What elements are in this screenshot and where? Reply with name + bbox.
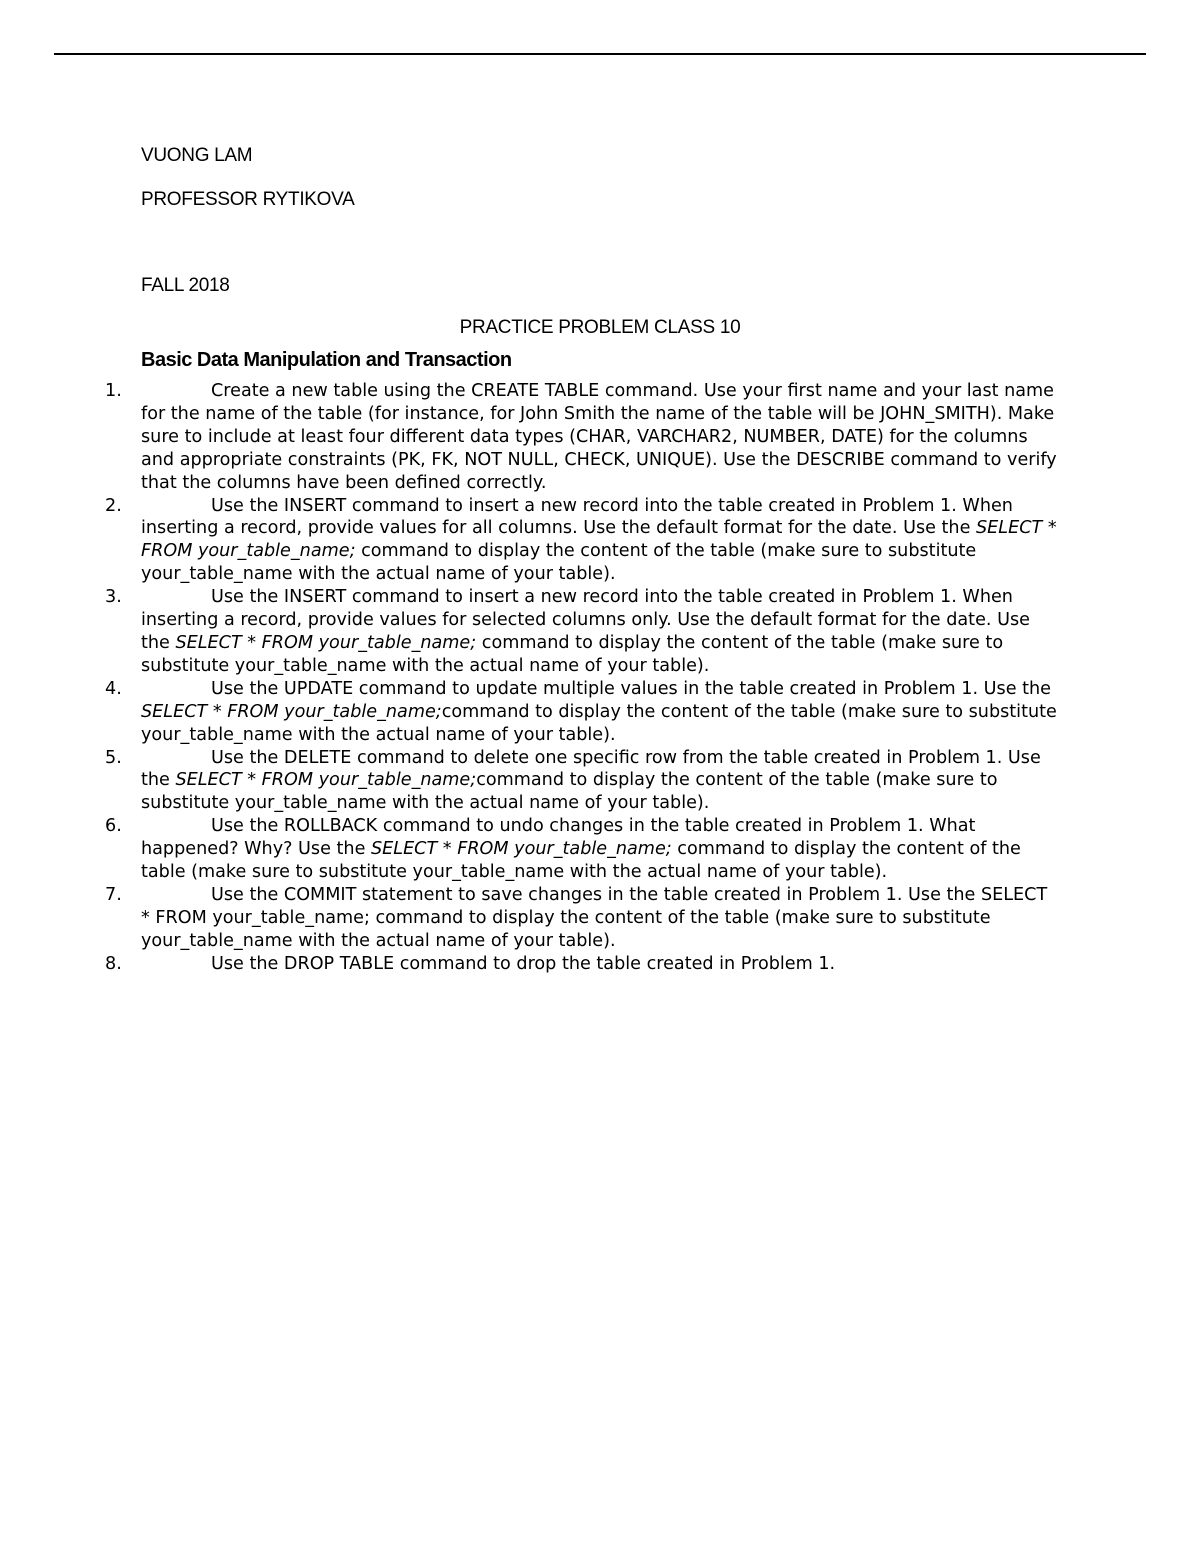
author-name: VUONG LAM: [141, 145, 253, 166]
professor-name: PROFESSOR RYTIKOVA: [141, 189, 355, 210]
problem-text: Use the COMMIT statement to save changes in the table created in Problem 1. Use the SELECT * FROM your_table_name; command to display the content of the table (make sure to substitute your_table_name with the actual name of your table).: [141, 884, 1048, 951]
problem-number: 5.: [105, 747, 122, 768]
problem-number: 1.: [105, 381, 122, 401]
problem-text: Use the ROLLBACK command to undo changes in the table created in Problem 1. What happened? Why? Use the SELECT * FROM your_table_name; command to display the content of the table (make sure to substitute your_table_name with the actual name of your table).: [141, 816, 1021, 883]
problem-item: [0, 884, 1061, 953]
document-title: PRACTICE PROBLEM CLASS 10: [459, 317, 741, 338]
problem-number: 8.: [105, 953, 122, 974]
problem-text: Use the DELETE command to delete one specific row from the table created in Problem 1. Use the SELECT * FROM your_table_name;command to display the content of the table (make sure to substitute your_table_name with the actual name of your table).: [141, 747, 1041, 814]
problem-number: 7.: [105, 884, 122, 905]
problem-item: [0, 678, 1061, 747]
problem-item: [0, 815, 1061, 884]
page-top-rule: [54, 53, 1146, 55]
term: FALL 2018: [141, 275, 230, 296]
problem-text: Use the UPDATE command to update multiple values in the table created in Problem 1. Use the SELECT * FROM your_table_name;command to display the content of the table (make sure to substitute your_table_name with the actual name of your table).: [141, 678, 1057, 745]
problem-number: 4.: [105, 678, 122, 699]
section-heading: Basic Data Manipulation and Transaction: [141, 349, 512, 371]
problem-item: [0, 747, 1061, 816]
problem-text: Use the INSERT command to insert a new record into the table created in Problem 1. When inserting a record, provide values for selected columns only. Use the default format for the date. Use the SELECT * FROM your_table_name; command to display the content of the table (make sure to substitute your_table_name with the actual name of your table).: [141, 587, 1030, 676]
problem-item: [0, 953, 1061, 976]
problem-text: Use the INSERT command to insert a new record into the table created in Problem 1. When inserting a record, provide values for all columns. Use the default format for the date. Use the SELECT * FROM your_table_name; command to display the content of the table (make sure to substitute your_table_name with the actual name of your table).: [141, 495, 1057, 585]
problem-text: Create a new table using the CREATE TABLE command. Use your first name and your last name for the name of the table (for instance, for John Smith the name of the table will be JOHN_SMITH). Make sure to include at least four different data types (CHAR, VARCHAR2, NUMBER, DATE) for the columns and appropriate constraints (PK, FK, NOT NULL, CHECK, UNIQUE). Use the DESCRIBE command to verify that the columns have been defined correctly.: [141, 381, 1057, 493]
problem-item: [0, 586, 1061, 678]
problem-list: [0, 380, 1200, 976]
problem-text: Use the DROP TABLE command to drop the table created in Problem 1.: [211, 953, 836, 974]
problem-item: [0, 380, 1061, 495]
problem-number: 2.: [105, 495, 122, 516]
problem-item: [0, 495, 1061, 587]
problem-number: 6.: [105, 816, 122, 837]
problem-number: 3.: [105, 587, 122, 608]
